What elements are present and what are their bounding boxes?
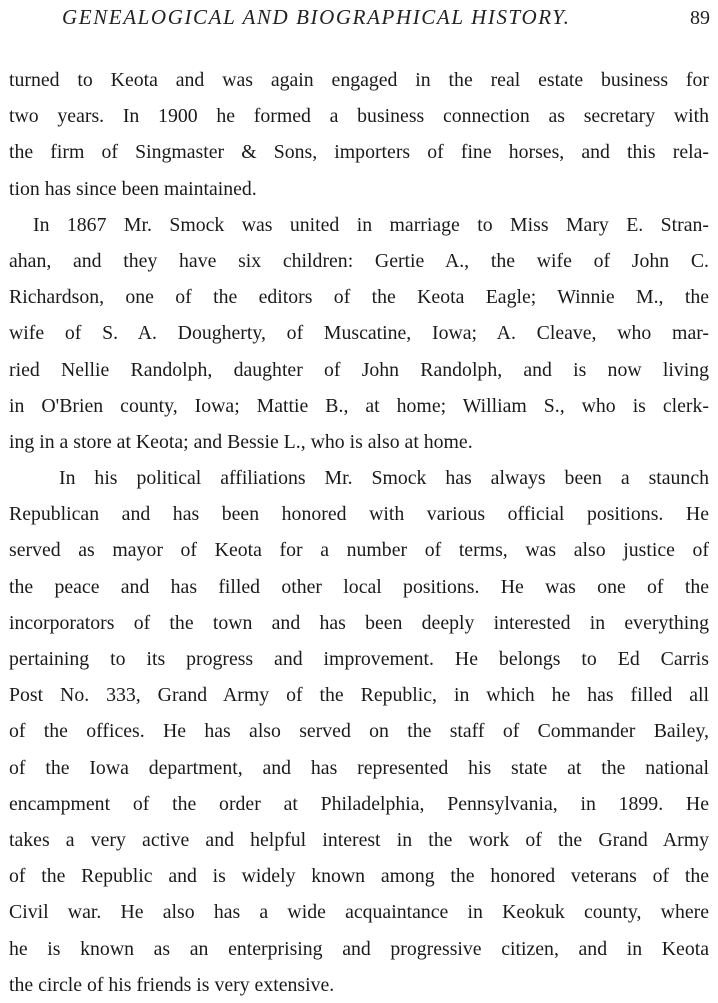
paragraph-political — [9, 460, 709, 1003]
text-line: Post No. 333, Grand Army of the Republic, in which he has filled all — [9, 684, 709, 707]
text-line: takes a very active and helpful interest in the work of the Grand Army — [9, 828, 709, 851]
text-line: of the Republic and is widely known among the honored veterans of the — [9, 865, 709, 888]
text-line: tion has since been maintained. — [9, 177, 257, 200]
text-line: ried Nellie Randolph, daughter of John Randolph, and is now living — [9, 358, 709, 381]
paragraph-business — [9, 62, 709, 207]
text-line: in O'Brien county, Iowa; Mattie B., at home; William S., who is clerk- — [9, 394, 709, 417]
text-line: In 1867 Mr. Smock was united in marriage to Miss Mary E. Stran- — [33, 213, 709, 236]
paragraph-marriage — [9, 207, 709, 460]
page-number: 89 — [690, 7, 710, 29]
running-header — [0, 5, 718, 35]
text-line: encampment of the order at Philadelphia, Pennsylvania, in 1899. He — [9, 792, 709, 815]
text-line: In his political affiliations Mr. Smock has always been a staunch — [59, 467, 709, 490]
text-line: the circle of his friends is very extensive. — [9, 973, 335, 996]
text-line: the peace and has filled other local positions. He was one of the — [9, 575, 709, 598]
text-line: ahan, and they have six children: Gertie A., the wife of John C. — [9, 249, 709, 272]
text-line: of the offices. He has also served on the staff of Commander Bailey, — [9, 720, 709, 743]
text-line: ing in a store at Keota; and Bessie L., who is also at home. — [9, 430, 473, 453]
text-line: Richardson, one of the editors of the Keota Eagle; Winnie M., the — [9, 286, 709, 309]
text-line: the firm of Singmaster & Sons, importers of fine horses, and this rela- — [9, 141, 709, 164]
text-line: he is known as an enterprising and progressive citizen, and in Keota — [9, 937, 709, 960]
body-text — [9, 62, 709, 1003]
text-line: served as mayor of Keota for a number of terms, was also justice of — [9, 539, 709, 562]
text-line: turned to Keota and was again engaged in the real estate business for — [9, 69, 709, 91]
text-line: pertaining to its progress and improvement. He belongs to Ed Carris — [9, 648, 709, 670]
text-line: wife of S. A. Dougherty, of Muscatine, Iowa; A. Cleave, who mar- — [9, 322, 709, 345]
text-line: two years. In 1900 he formed a business connection as secretary with — [9, 105, 709, 128]
text-line: Republican and has been honored with various official positions. He — [9, 503, 709, 526]
text-line: incorporators of the town and has been deeply interested in everything — [9, 611, 709, 634]
text-line: of the Iowa department, and has represented his state at the national — [9, 756, 709, 779]
running-title: GENEALOGICAL AND BIOGRAPHICAL HISTORY. — [62, 5, 571, 29]
text-line: Civil war. He also has a wide acquaintance in Keokuk county, where — [9, 901, 709, 924]
